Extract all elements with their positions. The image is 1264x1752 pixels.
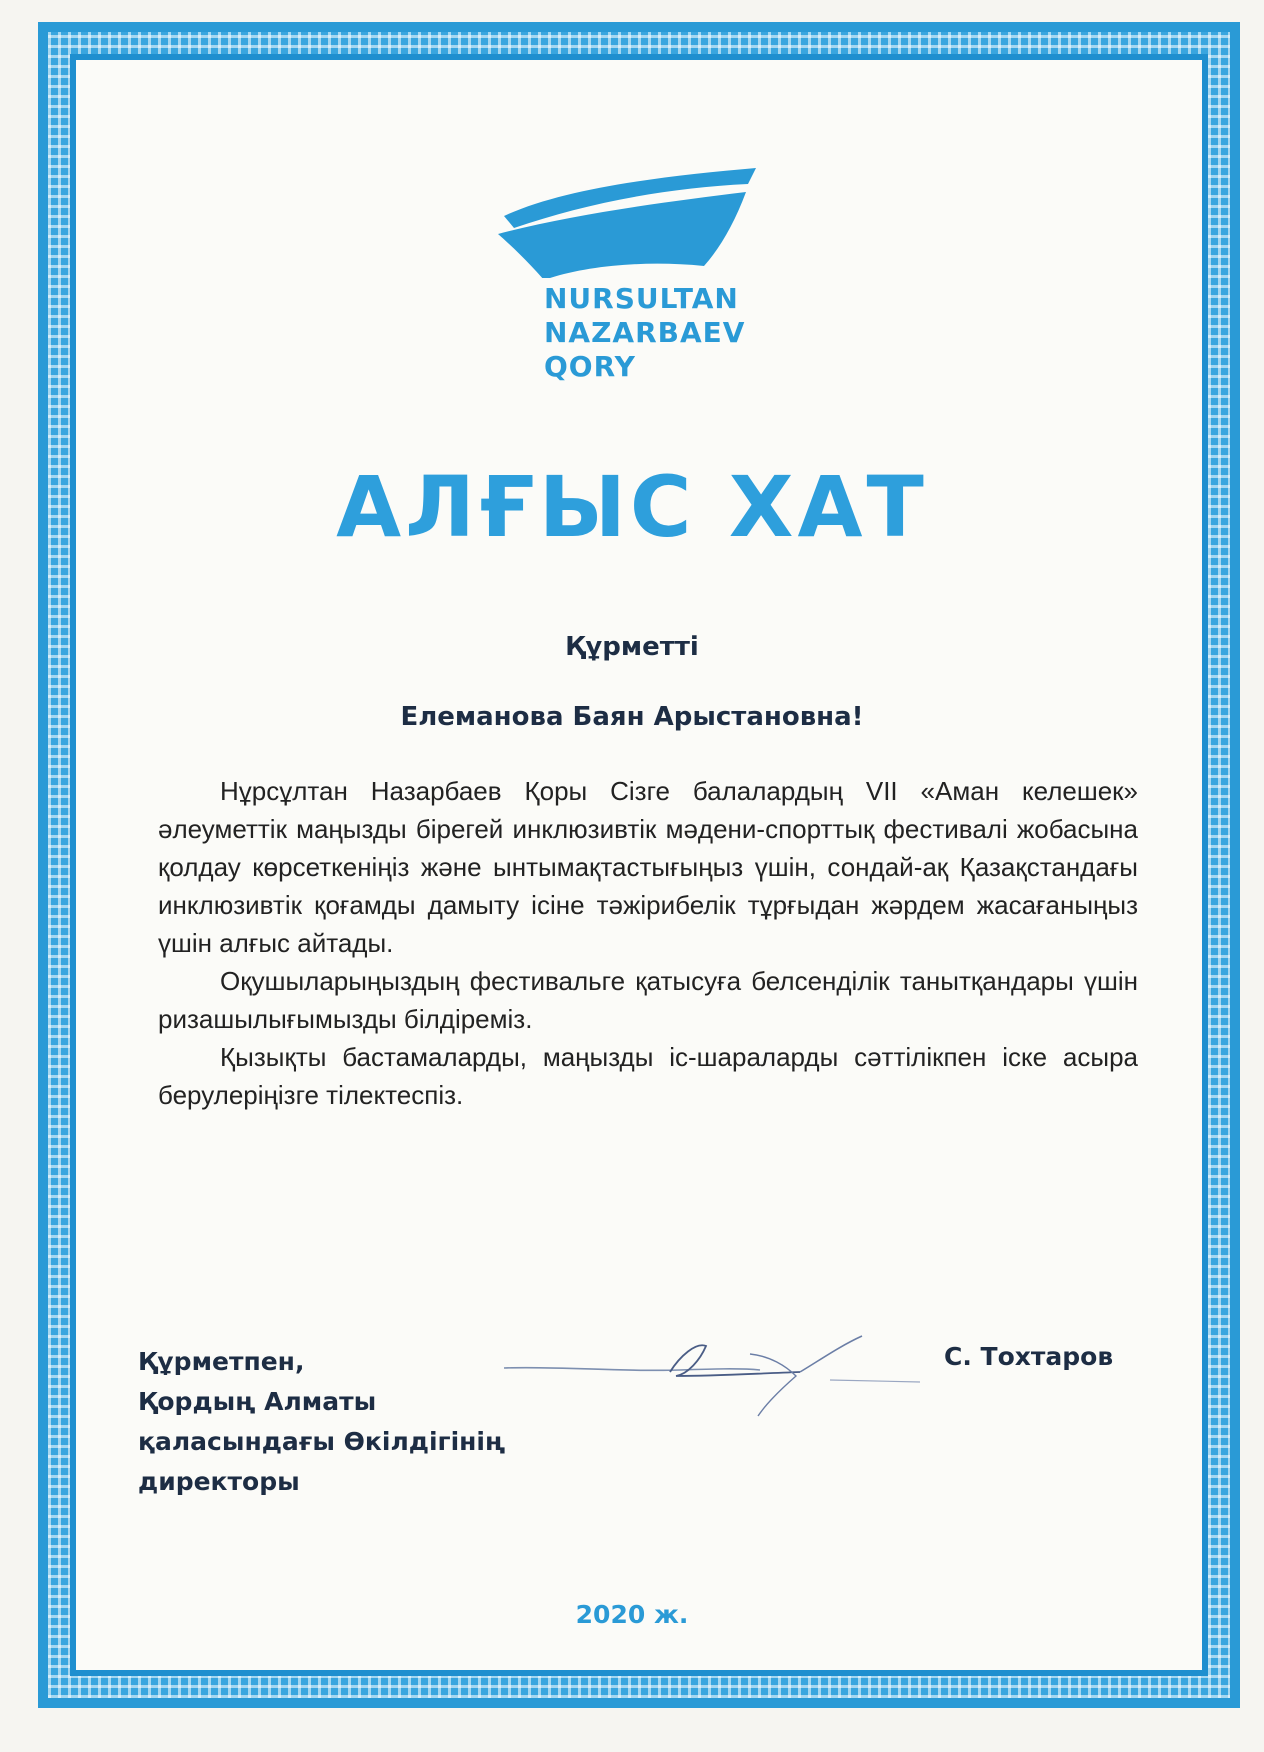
certificate-title: АЛҒЫС ХАТ	[336, 458, 928, 556]
certificate-year: 2020 ж.	[575, 1600, 689, 1629]
body-paragraph-3: Қызықты бастамаларды, маңызды іс-шараларды сәттілікпен іске асыра берулеріңізге тілектеспіз.	[158, 1042, 1138, 1110]
logo-line-2: NAZARBAEV	[544, 316, 746, 349]
logo-line-3: QORY	[544, 350, 636, 383]
signer-name: С. Тохтаров	[944, 1342, 1114, 1371]
signoff-line-4: директоры	[138, 1467, 300, 1496]
boat-icon	[494, 148, 794, 278]
body-paragraph-2: Оқушыларыңыздың фестивальге қатысуға белсенділік танытқандары үшін ризашылығымызды білдіреміз.	[158, 966, 1138, 1034]
signoff-line-1: Құрметпен,	[138, 1347, 305, 1376]
logo-line-1: NURSULTAN	[544, 282, 739, 315]
signoff-line-2: Қордың Алматы	[138, 1387, 377, 1416]
logo-wordmark	[544, 282, 745, 384]
foundation-logo	[494, 148, 794, 388]
letter-body	[158, 772, 1138, 1114]
handwritten-signature	[500, 1330, 920, 1420]
salutation: Құрметті	[565, 632, 699, 662]
body-paragraph-1: Нұрсұлтан Назарбаев Қоры Сізге балалардың VII «Аман келешек» әлеуметтік маңызды бірегей инклюзивтік мәдени-спорттық фестивалі жобасына қолдау көрсеткеніңіз және ынтымақтастығыңыз үшін, сондай-ақ Қазақстандағы инклюзивтік қоғамды дамыту ісіне тәжірибелік тұрғыдан жәрдем жасағаныңыз үшін алғыс айтады.	[158, 776, 1138, 958]
recipient-name: Елеманова Баян Арыстановна!	[400, 702, 864, 732]
signoff-block	[138, 1342, 505, 1502]
signoff-line-3: қаласындағы Өкілдігінің	[138, 1427, 506, 1456]
